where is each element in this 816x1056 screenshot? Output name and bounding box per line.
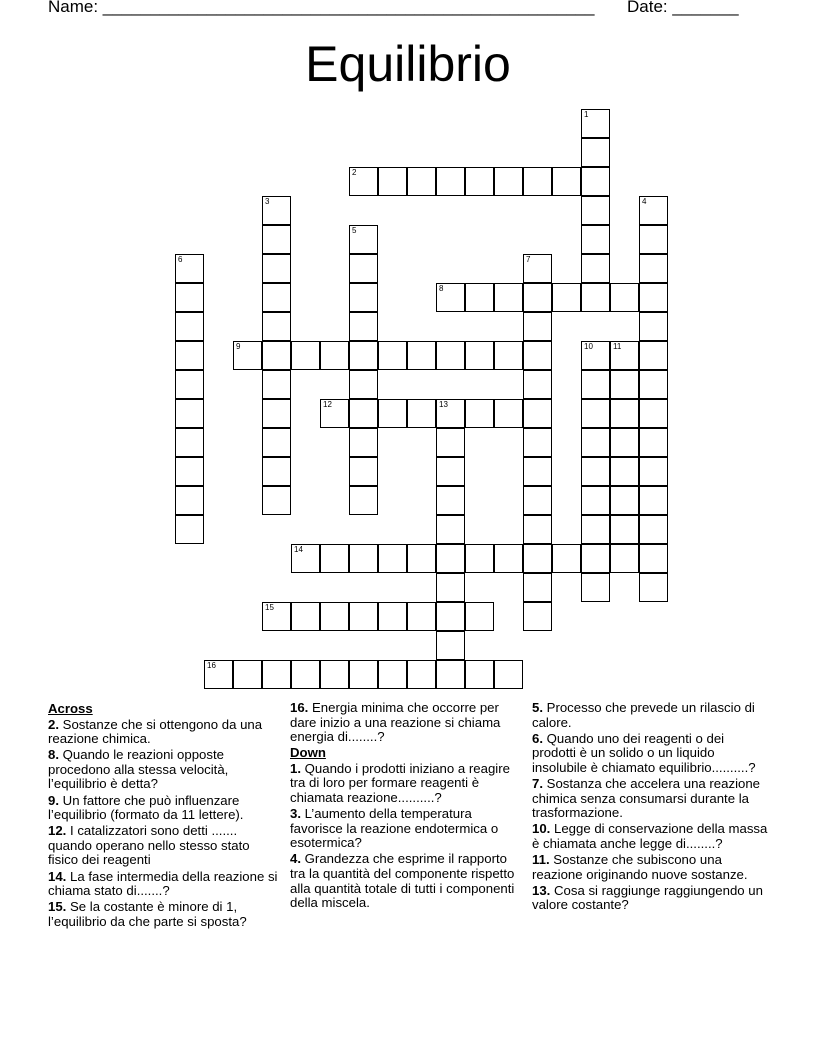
crossword-cell[interactable] [465,341,494,370]
crossword-cell[interactable] [320,544,349,573]
crossword-cell[interactable] [552,544,581,573]
crossword-cell[interactable] [581,167,610,196]
crossword-cell[interactable] [639,312,668,341]
crossword-cell[interactable] [581,544,610,573]
crossword-cell[interactable] [581,138,610,167]
crossword-cell[interactable] [262,428,291,457]
date-field[interactable]: Date: _______ [627,0,739,16]
clue-text: La fase intermedia della reazione si chiama stato di.......? [48,868,278,899]
crossword-cell[interactable] [639,457,668,486]
clue-number: 8 [439,284,444,293]
clue-number: 15. [48,899,67,915]
crossword-cell[interactable] [291,544,320,573]
name-field[interactable]: Name: ____________________________________________________ [48,0,595,16]
crossword-cell[interactable] [523,515,552,544]
crossword-cell[interactable] [349,399,378,428]
crossword-cell[interactable] [494,341,523,370]
clue-item [532,777,768,821]
clues-column-1 [48,701,278,931]
crossword-cell[interactable] [349,312,378,341]
crossword-cell[interactable] [465,283,494,312]
crossword-cell[interactable] [581,225,610,254]
crossword-cell[interactable] [349,254,378,283]
crossword-cell[interactable] [175,254,204,283]
crossword-cell[interactable] [349,341,378,370]
crossword-cell[interactable] [610,283,639,312]
crossword-cell[interactable] [436,399,465,428]
crossword-cell[interactable] [639,196,668,225]
crossword-cell[interactable] [320,602,349,631]
crossword-cell[interactable] [523,399,552,428]
crossword-cell[interactable] [581,573,610,602]
crossword-cell[interactable] [320,399,349,428]
crossword-cell[interactable] [175,399,204,428]
crossword-cell[interactable] [639,283,668,312]
crossword-cell[interactable] [465,544,494,573]
crossword-cell[interactable] [175,312,204,341]
crossword-cell[interactable] [581,196,610,225]
crossword-cell[interactable] [175,457,204,486]
crossword-cell[interactable] [349,544,378,573]
crossword-cell[interactable] [523,486,552,515]
clue-number: 2 [352,168,357,177]
crossword-cell[interactable] [639,399,668,428]
crossword-cell[interactable] [610,341,639,370]
crossword-cell[interactable] [175,428,204,457]
crossword-cell[interactable] [262,196,291,225]
clue-text: Quando uno dei reagenti o dei prodotti è un solido o un liquido insolubile è chiamato equilibrio..........? [532,730,756,775]
clue-number: 3 [265,197,270,206]
crossword-cell[interactable] [262,602,291,631]
clue-number: 9. [48,792,59,808]
crossword-cell[interactable] [378,660,407,689]
crossword-cell[interactable] [436,283,465,312]
clue-number: 11 [613,342,622,351]
crossword-cell[interactable] [523,544,552,573]
clue-number: 12. [48,823,67,839]
clues-column-3 [532,701,768,914]
crossword-cell[interactable] [465,399,494,428]
crossword-cell[interactable] [262,254,291,283]
clue-number: 10. [532,821,551,837]
crossword-cell[interactable] [610,544,639,573]
clue-number: 14 [294,545,303,554]
crossword-cell[interactable] [494,399,523,428]
clue-item [532,701,768,730]
clue-number: 13. [532,882,551,898]
crossword-cell[interactable] [262,225,291,254]
clue-number: 6 [178,255,183,264]
clue-item [290,807,526,851]
crossword-cell[interactable] [291,341,320,370]
crossword-cell[interactable] [639,573,668,602]
clue-item [532,822,768,851]
clue-number: 15 [265,603,274,612]
clue-number: 14. [48,868,67,884]
clue-item [48,748,278,792]
crossword-cell[interactable] [639,486,668,515]
crossword-cell[interactable] [436,660,465,689]
crossword-cell[interactable] [407,341,436,370]
crossword-cell[interactable] [610,457,639,486]
crossword-cell[interactable] [436,167,465,196]
crossword-cell[interactable] [320,660,349,689]
crossword-cell[interactable] [523,341,552,370]
crossword-cell[interactable] [233,660,262,689]
crossword-cell[interactable] [378,167,407,196]
crossword-cell[interactable] [262,486,291,515]
clue-text: Processo che prevede un rilascio di calore. [532,700,755,730]
crossword-cell[interactable] [552,283,581,312]
crossword-cell[interactable] [436,602,465,631]
clue-text: Se la costante è minore di 1, l’equilibrio da che parte si sposta? [48,899,247,929]
clue-text: Sostanze che subiscono una reazione originando nuove sostanze. [532,851,748,882]
clue-text: Un fattore che può influenzare l’equilibrio (formato da 11 lettere). [48,792,244,823]
clue-number: 3. [290,806,301,822]
clue-number: 12 [323,400,332,409]
clue-text: Quando le reazioni opposte procedono alla stessa velocità, l’equilibrio è detta? [48,747,229,792]
crossword-cell[interactable] [581,254,610,283]
crossword-cell[interactable] [581,457,610,486]
clue-number: 9 [236,342,241,351]
clue-text: Cosa si raggiunge raggiungendo un valore costante? [532,882,763,913]
crossword-cell[interactable] [349,457,378,486]
crossword-cell[interactable] [262,370,291,399]
crossword-cell[interactable] [610,370,639,399]
crossword-cell[interactable] [378,399,407,428]
crossword-cell[interactable] [639,370,668,399]
clue-number: 4. [290,851,301,867]
clue-text: Grandezza che esprime il rapporto tra la quantità del componente rispetto alla quantità totale di tutti i componenti della miscela. [290,851,515,911]
clue-item [532,732,768,776]
clue-text: Sostanze che si ottengono da una reazione chimica. [48,716,263,747]
crossword-cell[interactable] [407,167,436,196]
crossword-cell[interactable] [581,428,610,457]
crossword-cell[interactable] [262,399,291,428]
crossword-cell[interactable] [523,254,552,283]
crossword-cell[interactable] [581,283,610,312]
crossword-cell[interactable] [581,486,610,515]
crossword-cell[interactable] [639,225,668,254]
crossword-cell[interactable] [407,544,436,573]
crossword-cell[interactable] [610,486,639,515]
crossword-cell[interactable] [349,660,378,689]
clue-number: 1. [290,760,301,776]
crossword-cell[interactable] [407,399,436,428]
crossword-cell[interactable] [581,109,610,138]
crossword-cell[interactable] [175,341,204,370]
clue-text: Sostanza che accelera una reazione chimica senza consumarsi durante la trasformazione. [532,775,761,821]
crossword-cell[interactable] [581,515,610,544]
crossword-cell[interactable] [320,341,349,370]
crossword-cell[interactable] [262,312,291,341]
crossword-cell[interactable] [494,660,523,689]
crossword-cell[interactable] [465,602,494,631]
clue-number: 8. [48,747,59,763]
crossword-cell[interactable] [523,602,552,631]
crossword-cell[interactable] [639,515,668,544]
clue-number: 2. [48,716,59,732]
crossword-cell[interactable] [349,428,378,457]
clue-number: 6. [532,730,543,746]
crossword-cell[interactable] [436,428,465,457]
clue-number: 13 [439,400,448,409]
crossword-cell[interactable] [639,341,668,370]
crossword-cell[interactable] [436,341,465,370]
crossword-cell[interactable] [436,631,465,660]
clue-number: 11. [532,851,550,867]
clue-item [48,824,278,868]
crossword-cell[interactable] [523,573,552,602]
crossword-cell[interactable] [494,167,523,196]
down-heading: Down [290,745,326,761]
page-title: Equilibrio [305,36,511,92]
crossword-cell[interactable] [349,167,378,196]
crossword-cell[interactable] [523,457,552,486]
clue-item [48,900,278,929]
clue-item [290,701,526,745]
clue-number: 1 [584,110,589,119]
crossword-cell[interactable] [233,341,262,370]
crossword-cell[interactable] [262,660,291,689]
crossword-cell[interactable] [610,428,639,457]
clue-text: L’aumento della temperatura favorisce la reazione endotermica o esotermica? [290,806,499,851]
clue-number: 10 [584,342,593,351]
crossword-cell[interactable] [639,544,668,573]
crossword-cell[interactable] [523,283,552,312]
crossword-cell[interactable] [581,341,610,370]
crossword-cell[interactable] [349,370,378,399]
clue-item [532,884,768,913]
crossword-cell[interactable] [291,602,320,631]
crossword-cell[interactable] [175,370,204,399]
crossword-cell[interactable] [523,167,552,196]
crossword-cell[interactable] [523,428,552,457]
clue-number: 5. [532,700,543,715]
crossword-cell[interactable] [436,457,465,486]
crossword-cell[interactable] [436,573,465,602]
crossword-cell[interactable] [262,283,291,312]
crossword-cell[interactable] [378,544,407,573]
crossword-cell[interactable] [175,515,204,544]
clue-item [48,870,278,899]
crossword-cell[interactable] [378,341,407,370]
crossword-cell[interactable] [610,515,639,544]
clue-number: 7. [532,775,543,791]
crossword-cell[interactable] [262,341,291,370]
crossword-cell[interactable] [494,544,523,573]
crossword-cell[interactable] [436,544,465,573]
crossword-cell[interactable] [523,370,552,399]
crossword-cell[interactable] [639,428,668,457]
clue-number: 5 [352,226,357,235]
crossword-cell[interactable] [552,167,581,196]
crossword-cell[interactable] [175,486,204,515]
crossword-cell[interactable] [204,660,233,689]
crossword-cell[interactable] [494,283,523,312]
crossword-cell[interactable] [407,602,436,631]
clue-item [290,852,526,910]
clue-item [290,762,526,806]
crossword-cell[interactable] [349,602,378,631]
crossword-cell[interactable] [349,283,378,312]
clues-column-2 [290,701,526,912]
crossword-cell[interactable] [436,486,465,515]
crossword-cell[interactable] [610,399,639,428]
crossword-cell[interactable] [465,167,494,196]
clue-number: 16 [207,661,216,670]
clue-number: 16. [290,700,309,715]
crossword-cell[interactable] [407,660,436,689]
clue-text: Quando i prodotti iniziano a reagire tra di loro per formare reagenti è chiamata reazione..........? [290,760,510,806]
crossword-cell[interactable] [639,254,668,283]
clue-text: I catalizzatori sono detti ....... quando operano nello stesso stato fisico dei reagenti [48,823,250,868]
clue-number: 7 [526,255,531,264]
crossword-cell[interactable] [262,457,291,486]
crossword-cell[interactable] [349,486,378,515]
clue-item [48,794,278,823]
clue-text: Energia minima che occorre per dare inizio a una reazione si chiama energia di........? [290,700,501,745]
crossword-cell[interactable] [291,660,320,689]
clue-item [48,718,278,747]
across-heading: Across [48,701,93,716]
crossword-cell[interactable] [523,312,552,341]
clue-text: Legge di conservazione della massa è chiamata anche legge di........? [532,821,768,851]
crossword-cell[interactable] [581,370,610,399]
crossword-cell[interactable] [581,399,610,428]
clue-item [532,853,768,882]
crossword-cell[interactable] [436,515,465,544]
clue-number: 4 [642,197,647,206]
crossword-cell[interactable] [175,283,204,312]
crossword-cell[interactable] [378,602,407,631]
crossword-cell[interactable] [349,225,378,254]
crossword-cell[interactable] [465,660,494,689]
